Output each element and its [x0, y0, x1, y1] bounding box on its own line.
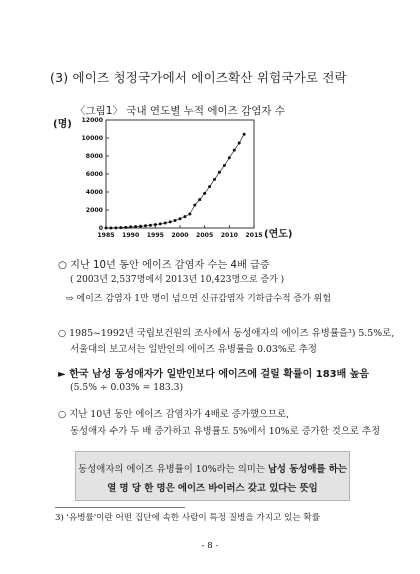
section-heading: (3) 에이즈 청정국가에서 에이즈확산 위험국가로 전락 — [50, 70, 347, 85]
footnote: 3) '유병률'이란 어떤 집단에 속한 사람이 특정 질병을 가지고 있는 확률 — [55, 513, 321, 523]
y-axis-unit: (명) — [53, 119, 72, 130]
data-point — [124, 226, 127, 229]
bullet-4-cont: 동성애자 수가 두 배 증가하고 유병률도 5%에서 10%로 증가한 것으로 추정 — [70, 426, 381, 437]
data-point — [179, 217, 182, 220]
data-point — [233, 149, 236, 152]
bullet-4-marker: ○ — [58, 409, 67, 420]
bullet-4-text: 지난 10년 동안 에이즈 감염자가 4배로 증가했으므로, — [69, 409, 290, 420]
data-point — [159, 222, 162, 225]
data-point — [119, 226, 122, 229]
data-point — [218, 171, 221, 174]
data-point — [188, 212, 191, 215]
x-tick-label: 2010 — [220, 232, 238, 239]
data-point — [213, 178, 216, 181]
footnote-divider — [55, 507, 185, 508]
bullet-3 — [58, 365, 369, 380]
data-point — [243, 133, 246, 136]
data-point — [169, 220, 172, 223]
y-tick-label: 4000 — [85, 189, 103, 196]
bullet-1-note: ⇨ 에이즈 감염자 1만 명이 넘으면 신규감염자 기하급수적 증가 위험 — [66, 294, 332, 304]
bullet-2-text: 1985~1992년 국립보건원의 조사에서 동성애자의 에이즈 유병률을³) 5.5%로, — [69, 328, 395, 339]
data-point — [164, 222, 167, 225]
data-point — [198, 198, 201, 201]
x-tick-label: 2005 — [196, 232, 214, 239]
chart-axes — [106, 120, 254, 228]
series-line — [106, 134, 244, 228]
data-point — [154, 223, 157, 226]
chart-series — [105, 133, 246, 230]
data-point — [203, 192, 206, 195]
data-point — [114, 226, 117, 229]
bullet-2 — [58, 325, 394, 339]
callout-box — [75, 451, 350, 501]
bullet-4 — [58, 406, 289, 420]
bullet-1 — [58, 256, 270, 271]
callout-line-1-bold: 남성 동성애를 하는 — [267, 464, 347, 475]
y-axis-ticks — [81, 117, 109, 232]
data-point — [228, 156, 231, 159]
page-number: - 8 - — [201, 541, 219, 551]
data-point — [223, 164, 226, 167]
data-point — [105, 226, 108, 229]
bullet-2-cont: 서울대의 보고서는 일반인의 에이즈 유병률을 0.03%로 추정 — [70, 344, 317, 355]
bullet-1-marker: ○ — [58, 260, 67, 271]
bullet-2-marker: ○ — [58, 328, 67, 339]
bullet-1-sub: ( 2003년 2,537명에서 2013년 10,423명으로 증가 ) — [70, 275, 285, 285]
data-point — [129, 226, 132, 229]
x-tick-label: 2000 — [171, 232, 189, 239]
data-point — [149, 224, 152, 227]
y-tick-label: 0 — [98, 225, 103, 232]
data-point — [139, 225, 142, 228]
plot-frame — [106, 120, 254, 228]
bullet-3-text: 한국 남성 동성애자가 일반인보다 에이즈에 걸릴 확률이 183배 높음 — [69, 369, 370, 380]
figure-title: 〈그림1〉 국내 연도별 누적 에이즈 감염자 수 — [75, 105, 285, 117]
data-point — [134, 225, 137, 228]
data-point — [183, 215, 186, 218]
y-tick-label: 12000 — [81, 117, 103, 124]
y-tick-label: 6000 — [85, 171, 103, 178]
callout-line-1-text: 동성애자의 에이즈 유병률이 10%라는 의미는 — [78, 464, 268, 475]
bullet-1-text: 지난 10년 동안 에이즈 감염자 수는 4배 급증 — [70, 260, 270, 271]
line-chart — [60, 108, 275, 248]
data-point — [193, 204, 196, 207]
data-point — [208, 185, 211, 188]
x-tick-label: 1985 — [97, 232, 115, 239]
data-point — [174, 219, 177, 222]
y-tick-label: 8000 — [85, 153, 103, 160]
x-tick-label: 2015 — [245, 232, 263, 239]
data-point — [238, 141, 241, 144]
data-point — [109, 226, 112, 229]
bullet-3-sub: (5.5% ÷ 0.03% = 183.3) — [70, 382, 184, 393]
callout-line-1 — [76, 461, 349, 475]
y-tick-label: 2000 — [85, 207, 103, 214]
x-tick-label: 1990 — [122, 232, 140, 239]
x-axis-unit: (연도) — [264, 229, 293, 240]
x-tick-label: 1995 — [146, 232, 164, 239]
callout-line-2: 열 명 당 한 명은 에이즈 바이러스 갖고 있다는 뜻임 — [107, 483, 318, 494]
bullet-3-marker: ► — [58, 369, 66, 380]
y-tick-label: 10000 — [81, 135, 103, 142]
data-point — [144, 224, 147, 227]
